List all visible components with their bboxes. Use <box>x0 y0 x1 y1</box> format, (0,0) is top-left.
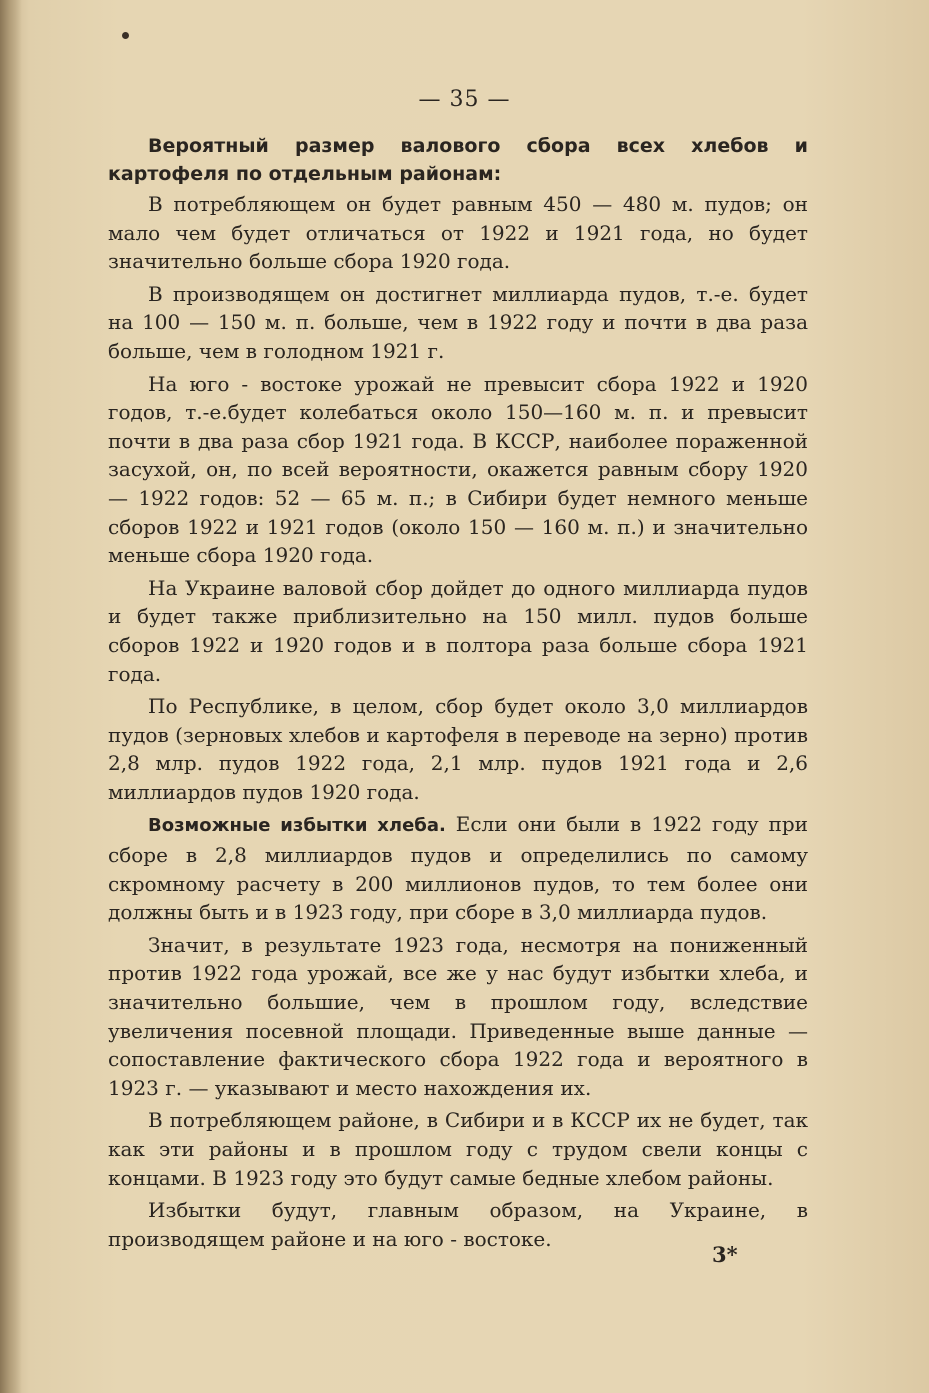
section-heading: Вероятный размер валового сбора всех хлебов и картофеля по отдельным районам: <box>108 135 808 185</box>
ink-spot <box>122 32 129 39</box>
paragraph: На Украине валовой сбор дойдет до одного миллиарда пудов и будет также приблизительно на 150 милл. пудов больше сборов 1922 и 1920 годов и в полтора раза больше сбора 1921 года. <box>108 575 808 686</box>
paragraph: В потребляющем он будет равным 450 — 480 м. пудов; он мало чем будет отличаться от 1922 и 1921 года, но будет значительно больше сбора 1920 года. <box>108 192 808 274</box>
page-body <box>108 132 808 1257</box>
paragraph: На юго - востоке урожай не превысит сбора 1922 и 1920 годов, т.-е.будет колебаться около 150—160 м. п. и превысит почти в два раза сбор 1921 года. В КССР, наиболее пораженной засухой, он, по всей вероятности, окажется равным сбору 1920 — 1922 годов: 52 — 65 м. п.; в Сибири будет немного меньше сборов 1922 и 1921 годов (около 150 — 160 м. п.) и значительно меньше сбора 1920 года. <box>108 371 808 568</box>
paragraph: Значит, в результате 1923 года, несмотря на пониженный против 1922 года урожай, все же у нас будут избытки хлеба, и значительно большие, чем в прошлом году, вследствие увеличения посевной площади. Приведенные выше данные — сопоставление фактического сбора 1922 года и вероятного в 1923 г. — указывают и место нахождения их. <box>108 932 808 1100</box>
signature-mark: 3* <box>712 1242 738 1267</box>
paragraph: По Республике, в целом, сбор будет около 3,0 миллиардов пудов (зерновых хлебов и картофеля в переводе на зерно) против 2,8 млр. пудов 1922 года, 2,1 млр. пудов 1921 года и 2,6 миллиардов пудов 1920 года. <box>108 694 808 804</box>
paragraph: В потребляющем районе, в Сибири и в КССР их не будет, так как эти районы и в прошлом году с трудом свели концы с концами. В 1923 году это будут самые бедные хлебом районы. <box>108 1108 808 1190</box>
paragraph: В производящем он достигнет миллиарда пудов, т.-е. будет на 100 — 150 м. п. больше, чем в 1922 году и почти в два раза больше, чем в голодном 1921 г. <box>108 281 808 363</box>
paragraph: Избытки будут, главным образом, на Украине, в производящем районе и на юго - востоке. <box>108 1198 808 1251</box>
page-number: — 35 — <box>418 87 511 112</box>
surplus-heading: Возможные избытки хлеба. <box>148 815 446 837</box>
surplus-text: Если они были в 1922 году при сборе в 2,8 миллиардов пудов и определились по самому скромному расчету в 200 миллионов пудов, то тем более они должны быть и в 1923 году, при сборе в 3,0 миллиарда пудов. <box>108 812 808 925</box>
surplus-paragraph <box>108 810 808 926</box>
book-spine-shadow <box>0 0 22 1393</box>
